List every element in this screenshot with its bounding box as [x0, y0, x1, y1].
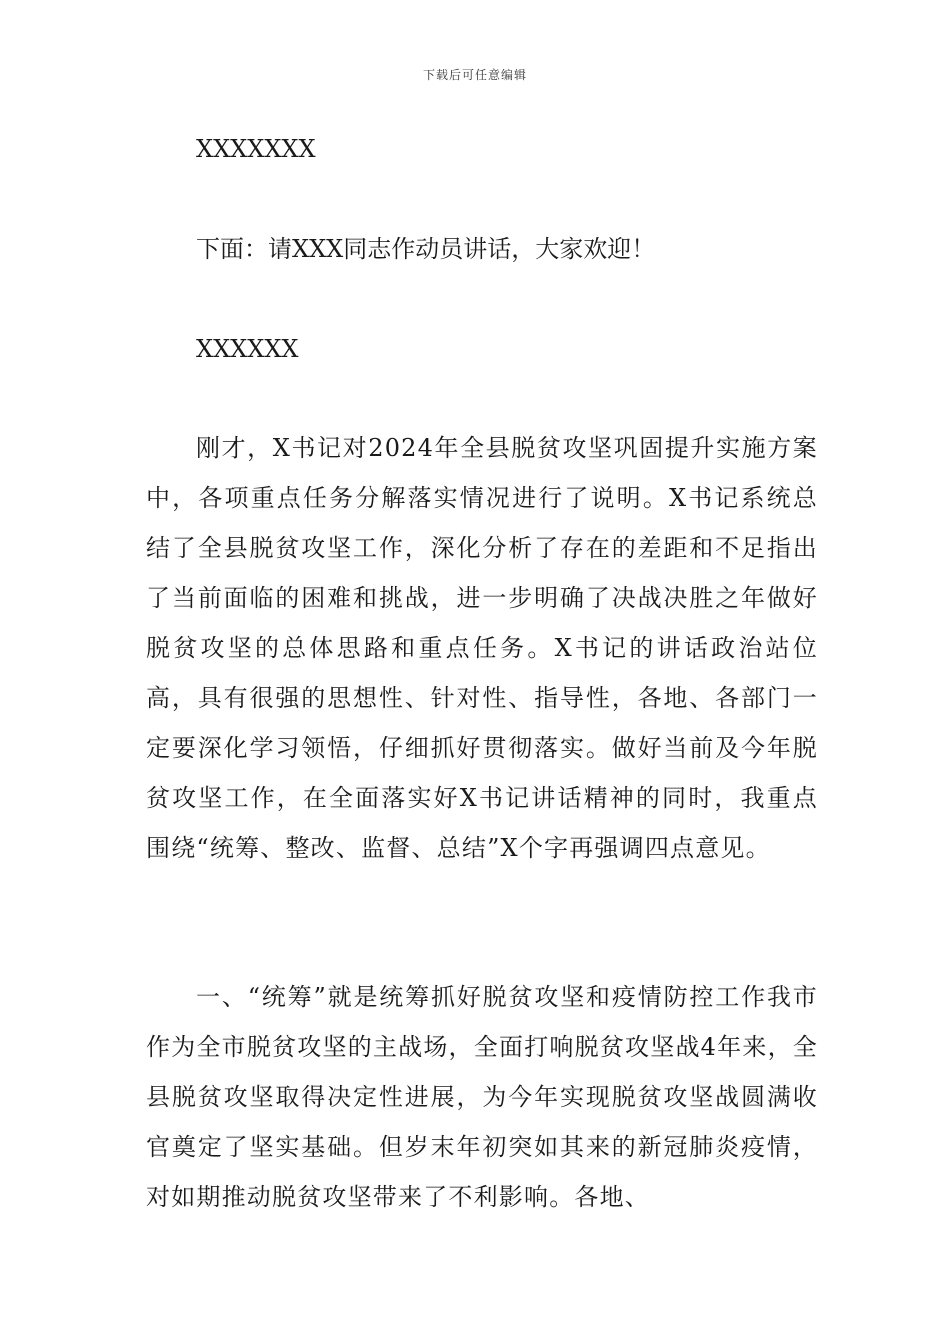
placeholder-line-1: XXXXXXX	[196, 135, 316, 163]
placeholder-line-2: XXXXXX	[196, 335, 299, 363]
paragraph-section-one: 一、“统筹”就是统筹抓好脱贫攻坚和疫情防控工作我市作为全市脱贫攻坚的主战场，全面打响脱贫攻坚战4年来，全县脱贫攻坚取得决定性进展，为今年实现脱贫攻坚战圆满收官奠定了坚实基础。但岁末年初突如其来的新冠肺炎疫情，对如期推动脱贫攻坚带来了不利影响。各地、	[146, 983, 818, 1211]
paragraph-opening: 刚才，X书记对2024年全县脱贫攻坚巩固提升实施方案中，各项重点任务分解落实情况进行了说明。X书记系统总结了全县脱贫攻坚工作，深化分析了存在的差距和不足指出了当前面临的困难和挑战，进一步明确了决战决胜之年做好脱贫攻坚的总体思路和重点任务。X书记的讲话政治站位高，具有很强的思想性、针对性、指导性，各地、各部门一定要深化学习领悟，仔细抓好贯彻落实。做好当前及今年脱贫攻坚工作，在全面落实好X书记讲话精神的同时，我重点围绕“统筹、整改、监督、总结”X个字再强调四点意见。	[146, 434, 818, 862]
header-note: 下载后可任意编辑	[422, 68, 527, 82]
announcement-line: 下面：请XXX同志作动员讲话，大家欢迎！	[196, 235, 656, 263]
